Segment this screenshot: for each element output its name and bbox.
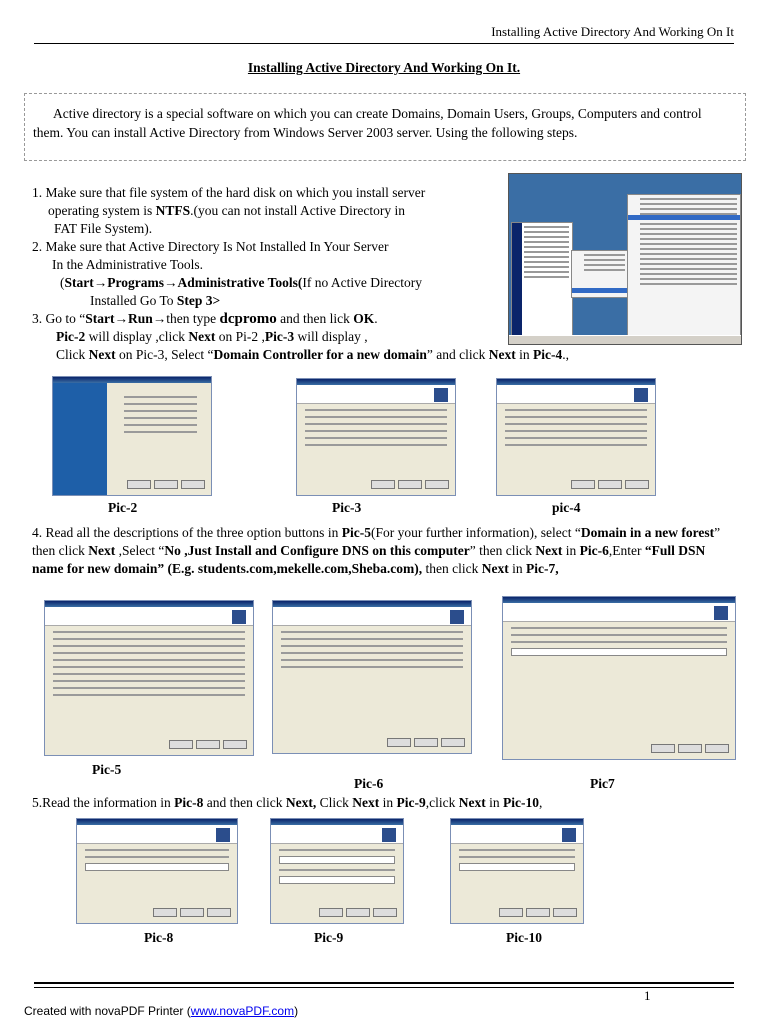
page-title: Installing Active Directory And Working On It.: [247, 60, 521, 75]
step-3-line-2: Pic-2 will display ,click Next on Pi-2 ,Pic-3 will display ,: [56, 329, 368, 344]
header-rule: [34, 43, 734, 44]
footer-credit: Created with novaPDF Printer (www.novaPDF.com): [24, 1004, 299, 1018]
pic-3-screenshot: [296, 378, 456, 496]
caption-pic-8: Pic-8: [144, 930, 174, 945]
novapdf-link[interactable]: www.novaPDF.com: [190, 1004, 295, 1018]
running-header: Installing Active Directory And Working On It: [491, 24, 734, 39]
step-3-line-1: 3. Go to “Start→Run→then type dcpromo and then lick OK.: [32, 311, 378, 327]
step-2-line-2: In the Administrative Tools.: [52, 257, 204, 272]
caption-pic-5: Pic-5: [92, 762, 122, 777]
pic-8-screenshot: [76, 818, 238, 924]
pic-7-screenshot: [502, 596, 736, 760]
page-number: 1: [644, 988, 651, 1003]
pic-6-screenshot: [272, 600, 472, 754]
step-1-line-1: 1. Make sure that file system of the hard disk on which you install server: [32, 185, 426, 200]
caption-pic-9: Pic-9: [314, 930, 344, 945]
footer-rule-thick: [34, 982, 734, 984]
step-1-line-2: operating system is NTFS.(you can not install Active Directory in: [48, 203, 405, 218]
start-menu-screenshot: [508, 173, 742, 345]
caption-pic-4: pic-4: [552, 500, 581, 515]
caption-pic-3: Pic-3: [332, 500, 362, 515]
programs-submenu: [571, 250, 629, 298]
pic-5-screenshot: [44, 600, 254, 756]
caption-pic-2: Pic-2: [108, 500, 138, 515]
step-2-line-3: (Start→Programs→Administrative Tools(If no Active Directory: [60, 275, 422, 290]
taskbar: [509, 335, 741, 344]
intro-text: Active directory is a special software on which you can create Domains, Domain Users, Groups, Computers and control them. You can install Active Directory from Windows Server 2003 server. Using the following steps.: [33, 106, 702, 140]
pic-10-screenshot: [450, 818, 584, 924]
caption-pic-7: Pic7: [590, 776, 615, 791]
step-2-line-4: Installed Go To Step 3>: [90, 293, 221, 308]
step-2-line-1: 2. Make sure that Active Directory Is Not Installed In Your Server: [32, 239, 389, 254]
caption-pic-6: Pic-6: [354, 776, 384, 791]
intro-box: [24, 93, 746, 161]
step-4-text: 4. Read all the descriptions of the three option buttons in Pic-5(For your further information), select “Domain in a new forest” then click Next ,Select “No ,Just Install and Configure DNS on this computer” then click Next in Pic-6,Enter “Full DSN name for new domain” (E.g. students.com,mekelle.com,Sheba.com), then click Next in Pic-7,: [32, 525, 721, 576]
caption-pic-10: Pic-10: [506, 930, 542, 945]
pic-4-screenshot: [496, 378, 656, 496]
pic-2-screenshot: [52, 376, 212, 496]
step-1-line-3: FAT File System).: [54, 221, 153, 236]
steps-1-3: [32, 184, 569, 364]
step-3-line-3: Click Next on Pic-3, Select “Domain Controller for a new domain” and click Next in Pic-4.,: [56, 347, 569, 362]
step-5-text: 5.Read the information in Pic-8 and then click Next, Click Next in Pic-9,click Next in Pic-10,: [32, 795, 543, 810]
pic-9-screenshot: [270, 818, 404, 924]
admin-tools-submenu: [627, 194, 741, 340]
footer-rule-thin: [34, 987, 734, 988]
start-menu-panel: [511, 222, 573, 336]
